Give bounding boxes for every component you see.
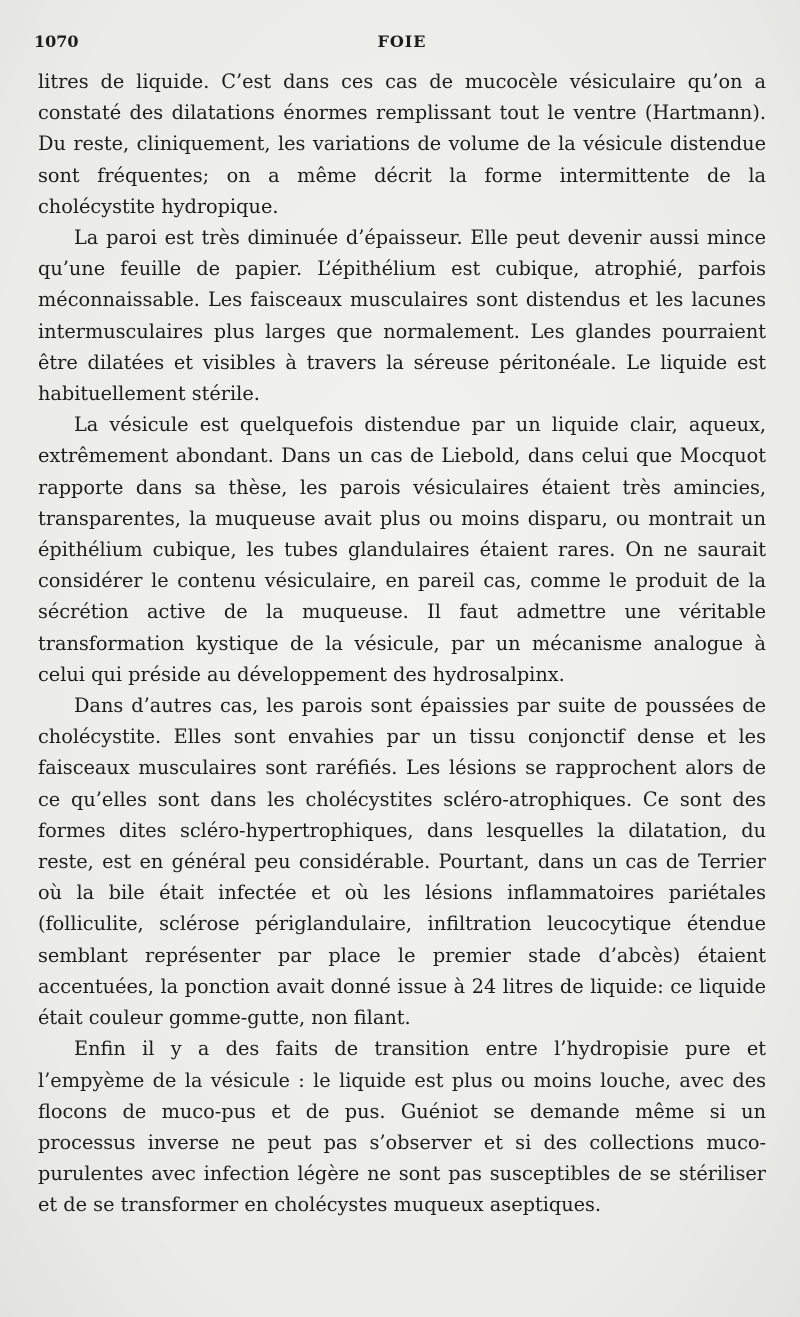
paragraph-continuation: litres de liquide. C’est dans ces cas de mucocèle vésiculaire qu’on a constaté des dilatations énormes remplissant tout le ventre (Hartmann). Du reste, cliniquement, les variations de volume de la vésicule distendue sont fréquentes; on a même décrit la forme intermittente de la cholécystite hydropique. [38,70,766,218]
page-number: 1070 [34,32,79,51]
body-text [38,66,766,1221]
paragraph-thickened-walls: Dans d’autres cas, les parois sont épaissies par suite de poussées de cholécystite. Elles sont envahies par un tissu conjonctif dense et les faisceaux musculaires sont raréfiés. Les lésions se rapprochent alors de ce qu’elles sont dans les cholécystites scléro-atrophiques. Ce sont des formes dites scléro-hypertrophiques, dans lesquelles la dilatation, du reste, est en général peu considérable. Pourtant, dans un cas de Terrier où la bile était infectée et où les lésions inflammatoires pariétales (folliculite, sclérose périglandulaire, infiltration leucocytique étendue semblant représenter par place le premier stade d’abcès) étaient accentuées, la ponction avait donné issue à 24 litres de liquide: ce liquide était couleur gomme-gutte, non filant. [38,694,766,1030]
paragraph-clear-fluid: La vésicule est quelquefois distendue par un liquide clair, aqueux, extrêmement abondant. Dans un cas de Liebold, dans celui que Mocquot rapporte dans sa thèse, les parois vésiculaires étaient très amincies, transparentes, la muqueuse avait plus ou moins disparu, ou montrait un épithélium cubique, les tubes glandulaires étaient rares. On ne saurait considérer le contenu vésiculaire, en pareil cas, comme le produit de la sécrétion active de la muqueuse. Il faut admettre une véritable transformation kystique de la vésicule, par un mécanisme analogue à celui qui préside au développement des hydrosalpinx. [38,413,766,686]
paragraph-wall-thinning: La paroi est très diminuée d’épaisseur. Elle peut devenir aussi mince qu’une feuille de papier. L’épithélium est cubique, atrophié, parfois méconnaissable. Les faisceaux musculaires sont distendus et les lacunes intermusculaires plus larges que normalement. Les glandes pourraient être dilatées et visibles à travers la séreuse péritonéale. Le liquide est habituellement stérile. [38,226,766,406]
paragraph-transition: Enfin il y a des faits de transition entre l’hydropisie pure et l’empyème de la vésicule : le liquide est plus ou moins louche, avec des flocons de muco-pus et de pus. Guéniot se demande même si un processus inverse ne peut pas s’observer et si des collections muco-purulentes avec infection légère ne sont pas susceptibles de se stériliser et de se transformer en cholécystes muqueux aseptiques. [38,1037,766,1217]
running-title: FOIE [377,32,427,51]
running-head [34,28,766,54]
